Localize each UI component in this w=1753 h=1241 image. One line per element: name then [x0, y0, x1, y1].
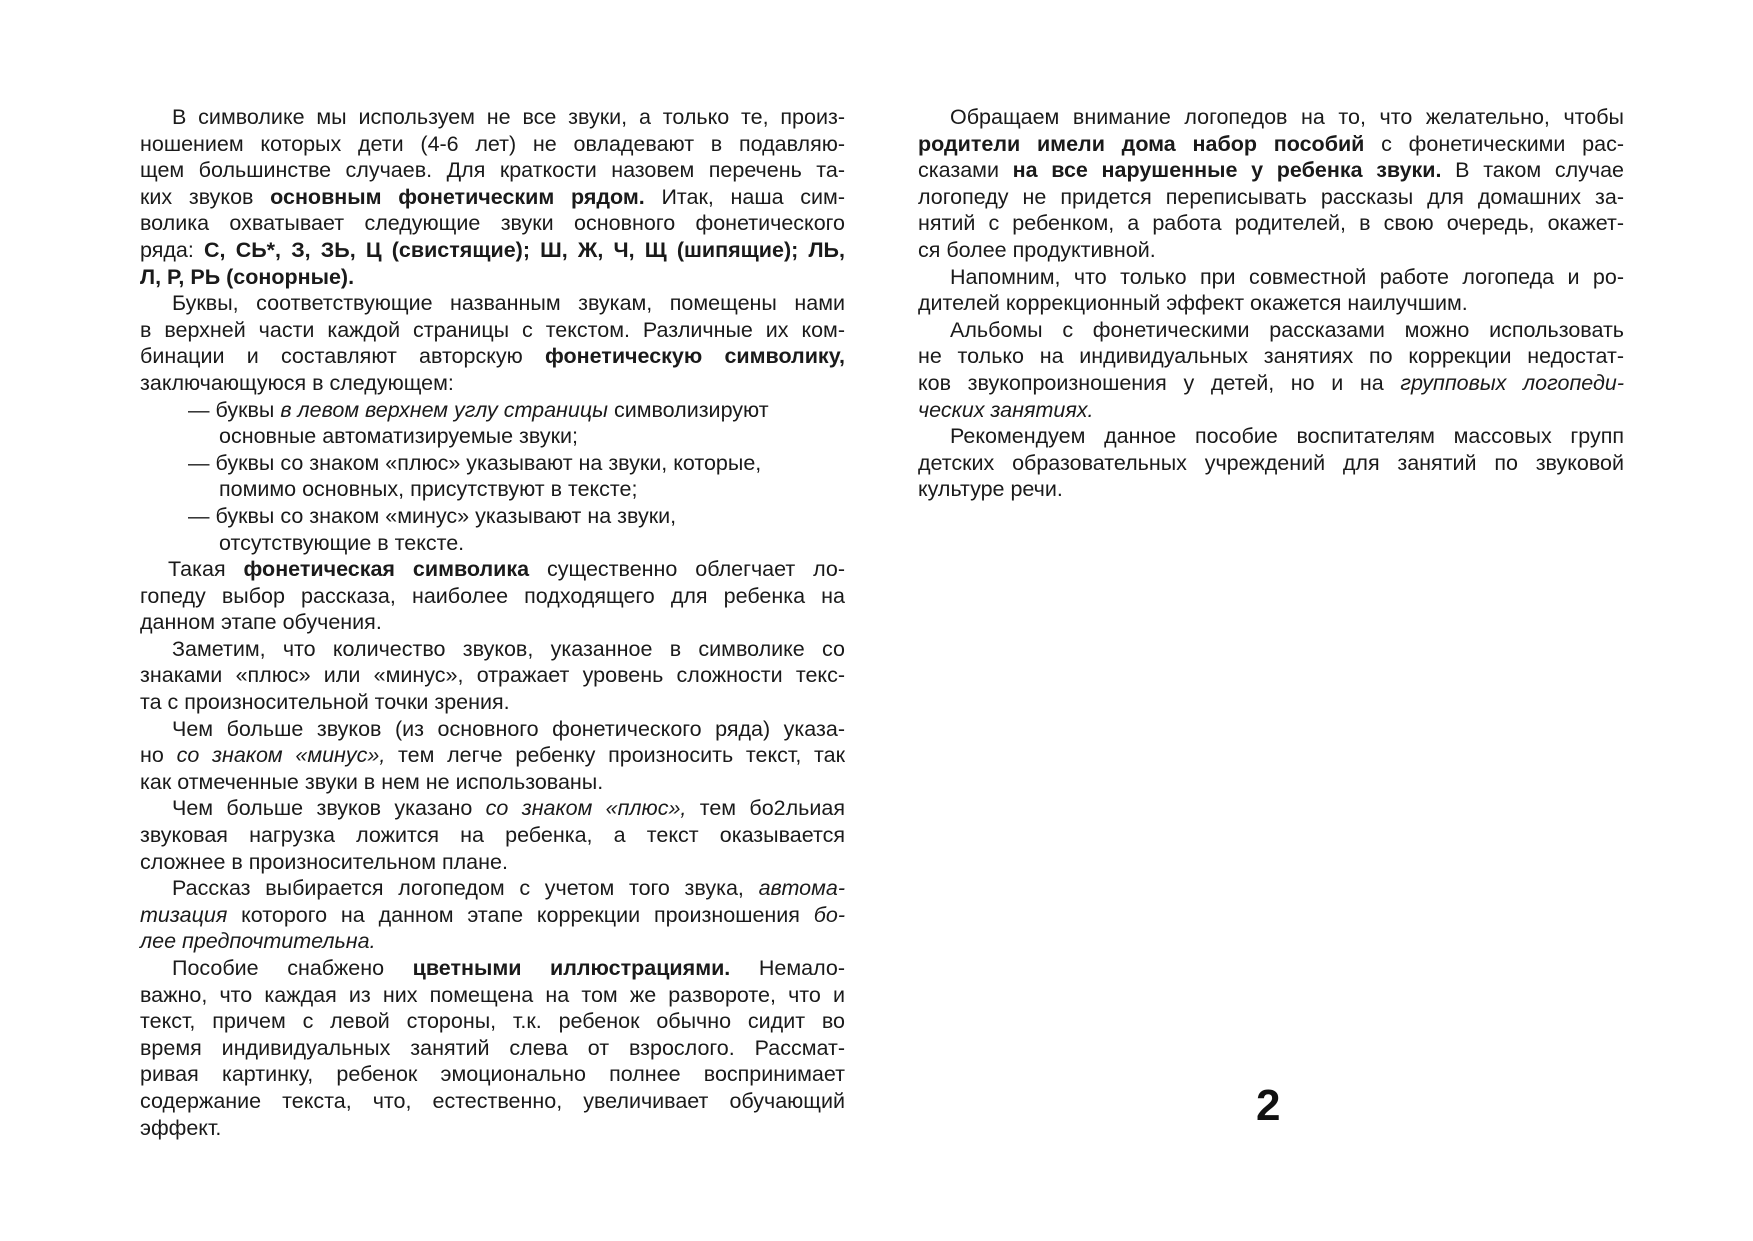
text-line: не только на индивидуальных занятиях по коррекции недостат-	[918, 344, 1624, 369]
left-column	[140, 104, 845, 1141]
text-run: которого на данном этапе коррекции произношения	[227, 902, 814, 927]
text-line: отсутствующие в тексте.	[219, 530, 465, 555]
dash: —	[188, 450, 210, 475]
text-line: дителей коррекционный эффект окажется наилучшим.	[918, 291, 1468, 316]
text-line	[140, 902, 845, 929]
paragraph	[140, 104, 845, 290]
text-line: сложнее в произносительном плане.	[140, 849, 508, 874]
text-run: буквы со знаком «минус» указывают на звуки,	[215, 503, 677, 528]
text-run: Такая	[168, 557, 244, 582]
paragraph	[140, 795, 845, 875]
paragraph	[140, 556, 845, 636]
text-line: Чем больше звуков (из основного фонетического ряда) указа-	[172, 716, 845, 741]
text-line: текст, причем с левой стороны, т.к. ребенок обычно сидит во	[140, 1009, 845, 1034]
text-line	[140, 450, 845, 477]
text-line	[918, 131, 1624, 158]
text-line: та с произносительной точки зрения.	[140, 690, 510, 715]
text-run: существенно облегчает ло-	[529, 557, 846, 582]
text-run: буквы	[215, 397, 281, 422]
bullet-list	[140, 397, 845, 557]
text-line	[140, 237, 845, 264]
italic-term: со знаком «минус»,	[176, 743, 386, 768]
paragraph	[140, 875, 845, 955]
italic-term: в левом верхнем углу страницы	[280, 397, 608, 422]
list-item	[140, 503, 845, 556]
text-run: Рассказ выбирается логопедом с учетом того звука,	[172, 876, 759, 901]
text-line: основные автоматизируемые звуки;	[219, 424, 578, 449]
text-run: но	[140, 743, 177, 768]
list-item	[140, 450, 845, 503]
italic-term: со знаком «плюс»,	[485, 796, 687, 821]
paragraph	[140, 716, 845, 796]
bold-term: основным фонетическим рядом.	[270, 184, 645, 209]
bold-term: С, СЬ*, З, ЗЬ, Ц (свистящие); Ш, Ж, Ч, Щ (шипящие); ЛЬ,	[204, 237, 845, 262]
text-run: Чем больше звуков указано	[172, 796, 486, 821]
text-line: Буквы, соответствующие названным звукам, помещены нами	[172, 291, 845, 316]
text-line: в верхней части каждой страницы с текстом. Различные их ком-	[140, 317, 845, 342]
text-run: Немало-	[730, 956, 845, 980]
text-line	[140, 795, 845, 822]
text-run: символизируют	[607, 397, 769, 422]
text-line	[140, 742, 845, 769]
text-line: данном этапе обучения.	[140, 610, 382, 635]
text-run: Итак, наша сим-	[644, 184, 845, 209]
text-run: ков звукопроизношения у детей, но и на	[918, 370, 1401, 395]
text-line: ся более продуктивной.	[918, 237, 1156, 262]
bold-term: на все нарушенные у ребенка звуки.	[1012, 158, 1442, 183]
dash: —	[188, 503, 210, 528]
text-run: В таком случае	[1441, 158, 1624, 183]
bold-term: родители имели дома набор пособий	[918, 131, 1365, 156]
text-line: Напомним, что только при совместной работе логопеда и ро-	[950, 264, 1624, 289]
text-line	[140, 343, 845, 370]
dash: —	[188, 397, 210, 422]
text-line: Заметим, что количество звуков, указанное в символике со	[172, 636, 845, 661]
paragraph	[918, 104, 1624, 264]
text-run: с фонетическими рас-	[1364, 131, 1624, 156]
paragraph	[918, 423, 1624, 503]
paragraph	[140, 636, 845, 716]
page-number: 2	[1256, 1081, 1281, 1130]
italic-term: лее предпочтительна.	[140, 929, 376, 954]
text-line: волика охватывает следующие звуки основного фонетического	[140, 211, 845, 236]
list-item	[140, 397, 845, 450]
text-line: звуковая нагрузка ложится на ребенка, а текст оказывается	[140, 823, 845, 848]
text-run: тем бо2льиая	[686, 796, 845, 821]
text-line: важно, что каждая из них помещена на том же развороте, что и	[140, 982, 845, 1007]
text-line: нятий с ребенком, а работа родителей, в свою очередь, окажет-	[918, 211, 1624, 236]
text-line: детских образовательных учреждений для занятий по звуковой	[918, 450, 1624, 475]
text-line	[140, 556, 845, 583]
text-line	[140, 928, 845, 955]
text-line: Рекомендуем данное пособие воспитателям массовых групп	[950, 424, 1624, 449]
text-line: время индивидуальных занятий слева от взрослого. Рассмат-	[140, 1035, 845, 1060]
text-line	[918, 397, 1624, 424]
italic-term: автома-	[758, 876, 845, 901]
text-line	[140, 184, 845, 211]
text-line: В символике мы используем не все звуки, а только те, произ-	[172, 105, 845, 129]
text-line: логопеду не придется переписывать рассказы для домашних за-	[918, 184, 1624, 209]
text-run: Пособие снабжено	[172, 956, 413, 980]
text-line: эффект.	[140, 1115, 222, 1140]
text-line: Альбомы с фонетическими рассказами можно использовать	[950, 317, 1624, 342]
right-column	[918, 104, 1624, 503]
text-run: сказами	[918, 158, 1013, 183]
text-line: Обращаем внимание логопедов на то, что желательно, чтобы	[950, 105, 1624, 129]
text-run: ряда:	[140, 237, 205, 262]
text-line: содержание текста, что, естественно, увеличивает обучающий	[140, 1088, 845, 1113]
text-run: буквы со знаком «плюс» указывают на звуки, которые,	[215, 450, 762, 475]
paragraph	[918, 317, 1624, 423]
paragraph	[140, 955, 845, 1141]
text-line	[140, 503, 845, 530]
bold-term: цветными иллюстрациями.	[412, 956, 731, 980]
text-line: гопеду выбор рассказа, наиболее подходящего для ребенка на	[140, 583, 845, 608]
bold-term: фонетическая символика	[243, 557, 530, 582]
text-line	[140, 875, 845, 902]
italic-term: тизация	[140, 902, 228, 927]
text-run: ких звуков	[140, 184, 271, 209]
text-line: щем большинстве случаев. Для краткости назовем перечень та-	[140, 158, 845, 183]
text-line: знаками «плюс» или «минус», отражает уровень сложности текс-	[140, 663, 845, 688]
text-line: ношением которых дети (4-6 лет) не овладевают в подавляю-	[140, 131, 845, 156]
bold-term: Л, Р, РЬ (сонорные).	[140, 264, 355, 289]
italic-term: бо-	[813, 902, 845, 927]
italic-term: групповых логопеди-	[1400, 370, 1625, 395]
text-line	[918, 370, 1624, 397]
text-run: бинации и составляют авторскую	[140, 344, 545, 369]
text-line	[140, 397, 845, 424]
text-line	[918, 157, 1624, 184]
text-run: тем легче ребенку произносить текст, так	[385, 743, 845, 768]
text-line: ривая картинку, ребенок эмоционально полнее воспринимает	[140, 1062, 845, 1087]
paragraph	[140, 290, 845, 396]
bold-term: фонетическую символику,	[544, 344, 846, 369]
text-line: заключающуюся в следующем:	[140, 370, 454, 395]
text-line	[140, 264, 845, 291]
text-line	[140, 955, 845, 982]
italic-term: ческих занятиях.	[918, 397, 1094, 422]
paragraph	[918, 264, 1624, 317]
text-line: как отмеченные звуки в нем не использованы.	[140, 769, 604, 794]
text-line: помимо основных, присутствуют в тексте;	[219, 477, 638, 502]
text-line: культуре речи.	[918, 477, 1063, 502]
